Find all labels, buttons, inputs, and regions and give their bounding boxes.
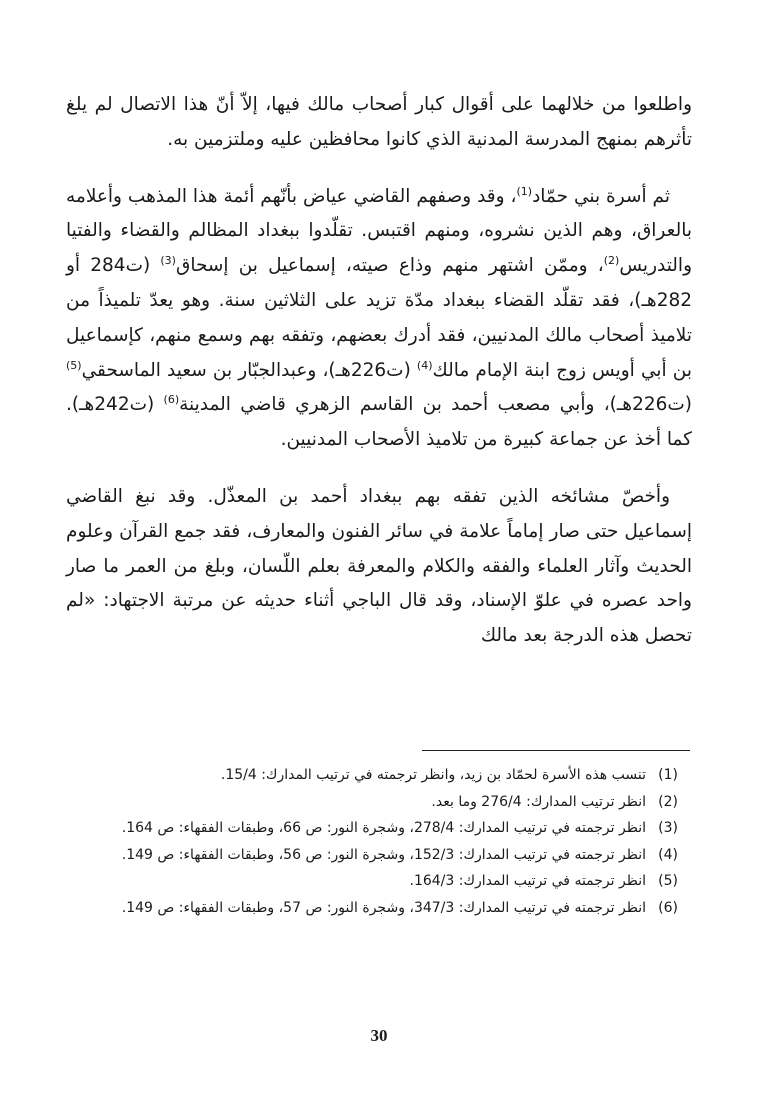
footnote-number: (1)	[658, 767, 678, 783]
footnote-text: انظر ترتيب المدارك: 276/4 وما بعد.	[431, 793, 646, 810]
paragraph-text: (ت284 أو 282هـ)، فقد تقلّد القضاء ببغداد مدّة تزيد على الثلاثين سنة. وهو يعدّ تلميذاً من تلاميذ أصحاب مالك المدنيين، فقد أدرك بعضهم، وتفقه بهم وسمع منهم، كإسماعيل بن أبي أويس زوج ابنة الإمام مالك	[66, 255, 692, 381]
footnote	[58, 895, 678, 922]
footnote-number: (5)	[658, 873, 678, 890]
footnote-text: انظر ترجمته في ترتيب المدارك: 347/3، وشجرة النور: ص 57، وطبقات الفقهاء: ص 149.	[121, 899, 646, 916]
body-text	[66, 88, 692, 676]
footnote-number: (3)	[658, 820, 678, 837]
footnote-text: انظر ترجمته في ترتيب المدارك: 278/4، وشجرة النور: ص 66، وطبقات الفقهاء: ص 164.	[121, 820, 646, 837]
footnote	[58, 762, 678, 789]
page-number: 30	[370, 1026, 388, 1045]
footnote	[58, 789, 678, 816]
footnote-marker: (5)	[66, 358, 82, 372]
paragraph	[66, 480, 692, 654]
paragraph-text: (ت226هـ)، وعبدالجبّار بن سعيد الماسحقي	[81, 359, 417, 381]
paragraph-text: ، وقد وصفهم القاضي عياض بأنّهم أئمة هذا المذهب وأعلامه بالعراق، وهم الذين نشروه، ومنهم اقتبس. تقلّدوا ببغداد المظالم والقضاء والفتيا والتدريس	[66, 185, 693, 277]
paragraph	[66, 180, 692, 458]
paragraph-text: ثم أسرة بني حمّاد	[532, 185, 670, 207]
paragraph-text: واطلعوا من خلالهما على أقوال كبار أصحاب مالك فيها، إلاّ أنّ هذا الاتصال لم يلغ تأثرهم بمنهج المدرسة المدنية الذي كانوا محافظين عليه وملتزمين به.	[66, 94, 692, 150]
paragraph	[66, 88, 692, 158]
footnotes	[58, 762, 678, 922]
footnote-marker: (2)	[603, 254, 620, 268]
footnote	[58, 815, 678, 842]
paragraph-text: وأخصّ مشائخه الذين تفقه بهم ببغداد أحمد بن المعذّل. وقد نبغ القاضي إسماعيل حتى صار إماماً علامة في سائر الفنون والمعارف، فقد جمع القرآن وعلوم الحديث وآثار العلماء والفقه والكلام والمعرفة بعلم اللّسان، وبلغ من العمر ما صار واحد عصره في علوّ الإسناد، وقد قال الباجي أثناء حديثه عن مرتبة الاجتهاد: «لم تحصل هذه الدرجة بعد مالك	[66, 485, 692, 647]
footnote-marker: (6)	[163, 393, 180, 407]
footnote-text: انظر ترجمته في ترتيب المدارك: 152/3، وشجرة النور: ص 56، وطبقات الفقهاء: ص 149.	[121, 846, 646, 863]
paragraph-text: (ت226هـ)، وأبي مصعب أحمد بن القاسم الزهري قاضي المدينة	[179, 394, 693, 416]
footnote	[58, 842, 678, 869]
footnote-number: (6)	[658, 899, 678, 916]
footnote-text: انظر ترجمته في ترتيب المدارك: 164/3.	[409, 873, 646, 890]
footnote-marker: (1)	[516, 184, 533, 198]
paragraph-text: (ت242هـ). كما أخذ عن جماعة كبيرة من تلاميذ الأصحاب المدنيين.	[66, 394, 692, 451]
footnote-number: (4)	[658, 846, 678, 863]
footnote-marker: (4)	[416, 358, 433, 372]
footnote-marker: (3)	[160, 254, 176, 268]
footnote	[58, 868, 678, 895]
footnote-number: (2)	[658, 793, 678, 810]
footnote-divider	[422, 750, 690, 751]
footnote-text: تنسب هذه الأسرة لحمّاد بن زيد، وانظر ترجمته في ترتيب المدارك: 15/4.	[220, 767, 646, 783]
paragraph-text: ، وممّن اشتهر منهم وذاع صيته، إسماعيل بن إسحاق	[175, 255, 604, 277]
